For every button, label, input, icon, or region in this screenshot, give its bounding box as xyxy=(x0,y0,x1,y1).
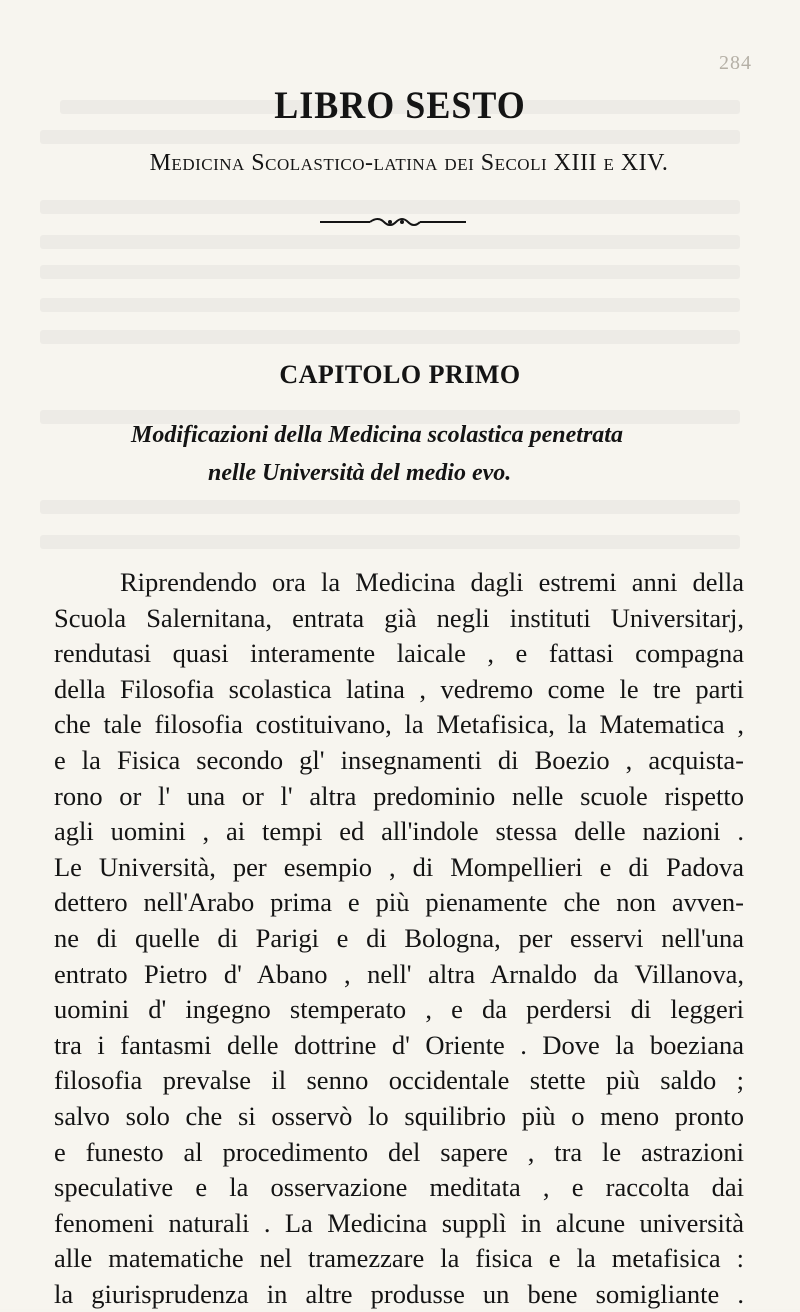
body-line: che tale filosofia costituivano, la Metafisica, la Matematica , xyxy=(54,709,744,740)
body-line: della Filosofia scolastica latina , vedremo come le tre parti xyxy=(54,673,744,704)
book-title: LIBRO SESTO xyxy=(274,83,526,127)
body-line: rendutasi quasi interamente laicale , e fattasi compagna xyxy=(54,638,744,669)
chapter-description-line-1: Modificazioni della Medicina scolastica penetrata xyxy=(131,422,623,448)
body-line: agli uomini , ai tempi ed all'indole stessa delle nazioni . xyxy=(54,816,744,847)
page-number: 284 xyxy=(719,52,752,74)
body-line: fenomeni naturali . La Medicina supplì in alcune università xyxy=(54,1207,744,1238)
body-line: speculative e la osservazione meditata , e raccolta dai xyxy=(54,1172,744,1203)
body-line: tra i fantasmi delle dottrine d' Oriente . Dove la boeziana xyxy=(54,1029,744,1060)
body-line: salvo solo che si osservò lo squilibrio più o meno pronto xyxy=(54,1100,744,1131)
body-line: entrato Pietro d' Abano , nell' altra Arnaldo da Villanova, xyxy=(54,958,744,989)
body-line: e funesto al procedimento del sapere , tra le astrazioni xyxy=(54,1136,744,1167)
body-paragraph xyxy=(54,565,744,1312)
body-line: Riprendendo ora la Medicina dagli estremi anni della xyxy=(120,567,744,597)
book-subtitle: Medicina Scolastico-latina dei Secoli XIII e XIV. xyxy=(149,150,669,176)
chapter-description-line-2: nelle Università del medio evo. xyxy=(208,460,512,486)
chapter-title: CAPITOLO PRIMO xyxy=(279,360,521,389)
body-line: la giurisprudenza in altre produsse un bene somigliante . xyxy=(54,1278,744,1309)
body-line: ne di quelle di Parigi e di Bologna, per esservi nell'una xyxy=(54,922,744,953)
body-line: filosofia prevalse il senno occidentale stette più saldo ; xyxy=(54,1065,744,1096)
body-line: alle matematiche nel tramezzare la fisica e la metafisica : xyxy=(54,1243,744,1274)
body-line: e la Fisica secondo gl' insegnamenti di Boezio , acquista- xyxy=(54,744,744,775)
ornament-divider xyxy=(318,214,468,230)
body-line: Scuola Salernitana, entrata già negli instituti Universitarj, xyxy=(54,602,744,633)
body-line: rono or l' una or l' altra predominio nelle scuole rispetto xyxy=(54,780,744,811)
body-line: Le Università, per esempio , di Mompellieri e di Padova xyxy=(54,851,744,882)
body-line: uomini d' ingegno stemperato , e da perdersi di leggeri xyxy=(54,994,744,1025)
body-line: dettero nell'Arabo prima e più pienamente che non avven- xyxy=(54,887,744,918)
